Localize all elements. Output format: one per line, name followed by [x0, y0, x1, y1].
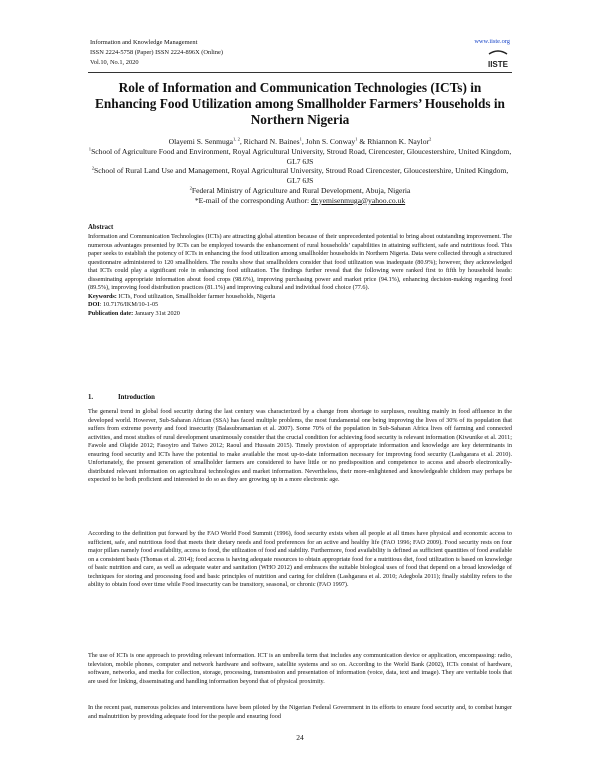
iiste-logo-icon	[487, 50, 509, 70]
logo-text: IISTE	[487, 60, 509, 69]
abstract-text: Information and Communication Technologies (ICTs) are attracting global attention because of their unprecedented potential to bring about outstanding improvement. The numerous advantages presented by ICTs can be employed towards the enhancement of rural households’ capabilities in attaining sufficient, safe and nutritious food. This paper seeks to establish the potency of ICTs in enhancing the food utilization among smallholder households in Northern Nigeria. Data were collected through a structured questionnaire administered to 120 smallholders. The results show that smallholders consider that food utilization was inadequate (80.9%); however, they acknowledged that ICTs could play a significant role in enhancing food utilization. The findings further reveal that the following were ranked first to fifth by household heads: disseminating appropriate information about food crops (98.6%), improving purchasing power and market price (94.1%), enhancing decision-making regarding food (89.5%), improving food distribution practices (81.1%) and improving cultural and individual food choice (77.6).	[88, 233, 512, 292]
section-heading	[88, 394, 155, 401]
email-link[interactable]: dr.yemisenmuga@yahoo.co.uk	[311, 195, 406, 205]
corresponding-email: *E-mail of the corresponding Author: dr.yemisenmuga@yahoo.co.uk	[194, 195, 406, 205]
intro-paragraph-4: In the recent past, numerous policies and interventions have been piloted by the Nigerian Federal Government in its efforts to ensure food security and, to combat hunger and malnutrition by providing adequate food for the people and ensuring food	[88, 704, 512, 720]
journal-header	[90, 38, 223, 68]
intro-paragraph-1: The general trend in global food security during the last century was characterized by a change from shortage to surpluses, resulting mainly in food affluence in the developed world. However, Sub-Saharan African (SSA) has faced multiple problems, the most fundamental one being improving the lives of 30% of its population that suffers from extreme poverty and food insecurity (Balasubramanian et al. 2007). Some 70% of the population in Sub-Saharan Africa lives off farming and connected activities, and most studies of rural development unanimously consider that the crucial condition for achieving food security is relevant information (Kiwunike et al. 2011; Fawole and Olajide 2012; Fasoyiro and Taiwo 2012; Raoul and Hussain 2015). Timely provision of appropriate information and knowledge are key determinants in ensuring food security and ICTs have the potential to make available the most up-to-date information necessary for improving food security (Lashgarara et al. 2010). Unfortunately, the present generation of smallholder farmers are considered to have little or no predisposition and competence to access and absorb electronically-distributed relevant information on agricultural technologies and market information. Nevertheless, their more-enlightened and knowledgeable children may perhaps be expected to be both proficient and interested to do so as they are growing up in a more electronic age.	[88, 408, 512, 484]
author-block	[88, 137, 512, 206]
abstract-heading: Abstract	[88, 224, 114, 231]
paper-title: Role of Information and Communication Technologies (ICTs) in Enhancing Food Utilization among Smallholder Farmers’ Households in Northern Nigeria	[95, 80, 505, 127]
journal-issn: ISSN 2224-5758 (Paper) ISSN 2224-896X (Online)	[90, 49, 223, 56]
journal-url-link[interactable]: www.iiste.org	[474, 38, 510, 45]
affiliation-2: $^2$School of Rural Land Use and Management, Royal Agricultural University, Stroud Road Cirencester, Gloucestershire, United Kingdom, GL7 6JS	[91, 165, 509, 186]
affiliation-1: $^1$School of Agriculture Food and Environment, Royal Agricultural University, Stroud Road, Cirencester, Gloucestershire, United Kingdom, GL7 6JS	[88, 146, 512, 166]
doi-line: DOI: 10.7176/IKM/10-1-05	[88, 301, 159, 309]
section-title: Introduction	[118, 394, 155, 401]
journal-volume: Vol.10, No.1, 2020	[90, 59, 139, 66]
keywords-line: Keywords: ICTs, Food utilization, Smallholder farmer households, Nigeria	[88, 292, 276, 300]
page-number: 24	[296, 733, 304, 742]
pubdate-line: Publication date: January 31st 2020	[88, 309, 180, 317]
author-names: Olayemi S. Senmuga$^{1, 2}$, Richard N. Baines$^1$, John S. Conway$^1$ & Rhiannon K. Naylor$^2$	[168, 136, 432, 146]
intro-paragraph-2: According to the definition put forward by the FAO World Food Summit (1996), food security exists when all people at all times have physical and economic access to sufficient, safe, and nutritious food that meets their dietary needs and food preferences for an active and healthy life (FAO 1996; FAO 2009). Food security rests on four major pillars namely food availability, access to food, the utilization of food and stability. Furthermore, food availability is defined as sufficient quantities of food available on a consistent basis (Thomas et al. 2014); food access is having adequate resources to obtain appropriate food for a nutritious diet, food utilization is based on knowledge of basic nutrition and care, as well as adequate water and sanitation (WHO 2012) and embraces the suitable biological uses of food that depend on a broad knowledge of techniques for storing and processing food and basic principles of nutrition and caring for children (Lashgarara et al. 2010; Adegbola 2011); finally stability refers to the ability to obtain food over time while Food insecurity can be transitory, seasonal, or chronic (FAO 1997).	[88, 530, 512, 589]
affiliation-3: $^2$Federal Ministry of Agriculture and Rural Development, Abuja, Nigeria	[189, 185, 411, 195]
section-number: 1.	[88, 394, 94, 401]
journal-name: Information and Knowledge Management	[90, 39, 198, 46]
abstract-block	[88, 233, 512, 318]
intro-paragraph-3: The use of ICTs is one approach to providing relevant information. ICT is an umbrella term that includes any communication device or application, encompassing: radio, television, mobile phones, computer and network hardware and software, satellite systems and so on. According to the World Bank (2002), ICTs consist of hardware, software, networks, and media for collection, storage, processing, transmission and presentation of information (voice, data, text and image). They are veritable tools that are used for linking, disseminating and handling information beyond that of physical proximity.	[88, 652, 512, 685]
header-rule	[88, 72, 512, 73]
journal-url-block	[474, 38, 510, 45]
